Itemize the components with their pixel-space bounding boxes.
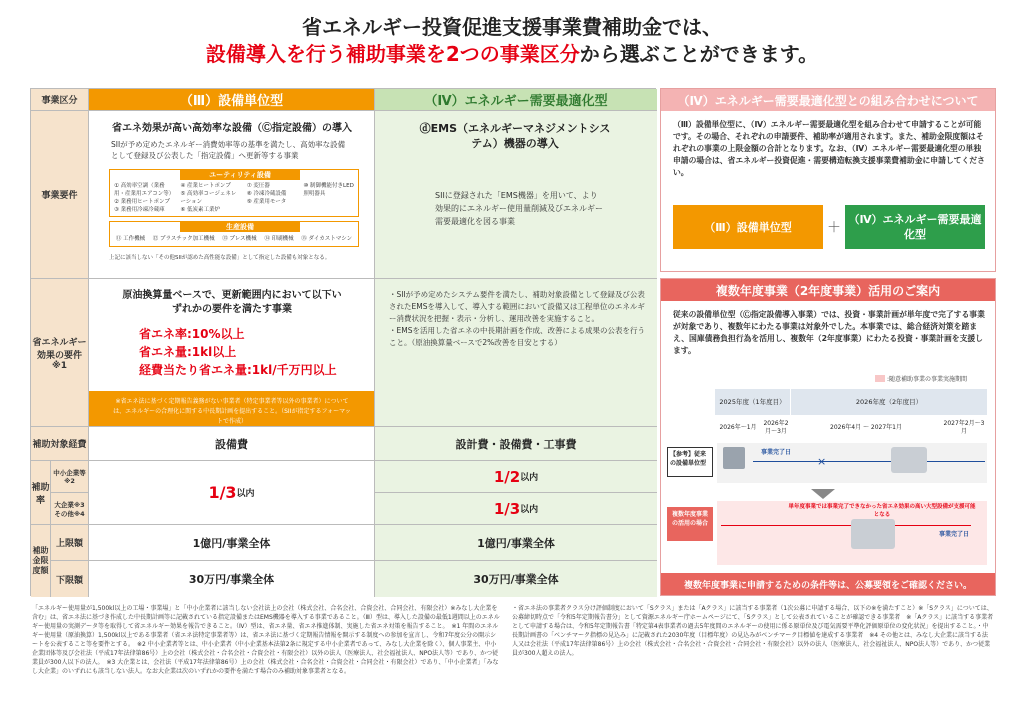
col3-rate-suffix: 以内: [236, 489, 255, 499]
col3-upper: 1億円/事業全体: [89, 525, 375, 561]
col4-effect: [375, 279, 657, 427]
title-rest: から選ぶことができます。: [579, 42, 819, 66]
col3-requirements: [89, 111, 375, 279]
multi-year-text: 従来の設備単位型（Ⓒ指定設備導入事業）では、投資・事業計画が単年度で完了する事業が対象であり、複数年にわたる事業は対象外でした。本事業では、総合経済対策を踏まえ、国庫債務負担行為を活用し、複数年（2年度事業）にわたる投資・事業計画を支援します。: [673, 310, 985, 355]
comparison-table: [30, 88, 656, 596]
col3-lower: 30万円/事業全体: [89, 561, 375, 597]
col4-rate-large: [375, 493, 657, 525]
multi-footer: 複数年度事業に申請するための条件等は、公募要領をご確認ください。: [661, 573, 995, 595]
ref-label: 【参考】従来の設備単位型: [667, 447, 713, 477]
title-line1: 省エネルギー投資促進支援事業費補助金では、: [302, 15, 722, 39]
col3-req-title: 省エネ効果が高い高効率な設備（Ⓒ指定設備）の導入: [112, 123, 352, 134]
fy-2025: 2025年度（1年度目）: [715, 389, 791, 415]
col3-header: （Ⅲ）設備単位型: [89, 89, 375, 111]
col4-rate-sme-suffix: 以内: [520, 473, 539, 483]
footnotes-right: ・省エネ法の事業者クラス分け評価制度において「Sクラス」または「Aクラス」に該当する事業者（1次公募に申請する場合、以下の※を満たすこと）※「Sクラス」については、公募締切時点で「令和5年定期報告書分」として資源エネルギー庁ホームページにて、「Sクラス」として公表されていることが確認できる事業者 ※「Aクラス」に該当する事業者として申請する場合は、令和5年定期報告書「特定第4表事業者の過去5年度間のエネルギーの使用に係る原単位及び電気需要平準化評価原単位の変化状況」を提出すること。・中長期計画書の「ベンチマーク指標の見込み」に記載された2030年度（目標年度）の見込みがベンチマーク目標値を達成する事業者 ※4 その他とは、みなし大企業に該当する法人又は会社法（平成17年法律第86号）上の会社（株式会社・合名会社・合資会社・合同会社・有限会社）以外の法人（医療法人、社会福祉法人、NPO法人等）であり、かつ従業員が300人超えの法人。: [512, 605, 994, 657]
title-line2: [0, 40, 1024, 68]
page-title: [0, 14, 1024, 68]
label-sme: 中小企業等※2: [51, 461, 89, 493]
col3-effect-title: 原油換算量ベースで、更新範囲内において以下いずれかの要件を満たす事業: [122, 290, 342, 315]
ref-done: 事業完了日: [761, 449, 792, 456]
fy-header: [715, 389, 987, 415]
label-lower: 下限額: [51, 561, 89, 597]
label-upper: 上限額: [51, 525, 89, 561]
multi-note: 単年度事業では事業完了できなかった省エネ効果の高い大型設備が支援可能となる: [788, 504, 976, 518]
combination-panel: [660, 88, 996, 272]
utility-list-c: ⑦ 変圧器 ⑧ 冷凍冷蔵設備 ⑨ 産業用モータ: [246, 183, 287, 205]
multi-line: [721, 525, 971, 526]
down-arrow-icon: [811, 489, 835, 499]
col4-rate-large-value: 1/3: [493, 499, 521, 518]
col4-requirements: [375, 111, 657, 279]
combination-header: （Ⅳ）エネルギー需要最適化型との組み合わせについて: [661, 89, 995, 111]
col3-effect-note: ※省エネ法に基づく定期報告義務がない事業者（特定事業者等以外の事業者）については、エネルギーの合理化に関する中長期計画を提出すること。（SIIが指定するフォーマットで作成）: [89, 391, 375, 427]
period-2: 2026年2月～3月: [763, 420, 789, 435]
col4-rate-sme-value: 1/2: [493, 467, 521, 486]
col4-effect-list: ・SIIが予め定めたシステム要件を満たし、補助対象設備として登録及び公表されたEMSを導入して、導入する範囲において設備又は工程単位のエネルギー消費状況を把握・表示・分析し、運用改善を実施すること。 ・EMSを活用した省エネの中長期計画を作成、改善による成果の公表を行うこと。（原油換算量ベースで2%改善を目安とする）: [389, 290, 645, 347]
label-requirements: 事業要件: [31, 111, 89, 279]
period-1: 2026年～1月: [719, 424, 757, 431]
equipment-icon: [723, 447, 745, 469]
col3-rate-value: 1/3: [208, 483, 237, 502]
col4-rate-sme: [375, 461, 657, 493]
multi-done: 事業完了日: [939, 531, 970, 538]
multi-equipment-icon: [851, 519, 895, 549]
label-large: 大企業※3 その他※4: [51, 493, 89, 525]
col4-upper: 1億円/事業全体: [375, 525, 657, 561]
label-category: 事業区分: [31, 89, 89, 111]
col4-expense: 設計費・設備費・工事費: [375, 427, 657, 461]
legend-swatch: [875, 375, 885, 382]
col3-req-note: 上記に該当しない「その他SIIが認めた高性能な設備」として指定した設備も対象となる。: [109, 255, 331, 261]
month-header: [715, 417, 987, 439]
multi-year-header: 複数年度事業（2年度事業）活用のご案内: [661, 279, 995, 301]
utility-list-b: ④ 産業ヒートポンプ ⑤ 高効率コージェネレーション ⑥ 低炭素工業炉: [180, 183, 237, 213]
period-4: 2027年2月～3月: [943, 420, 985, 435]
col4-req-desc: SIIに登録された「EMS機器」を用いて、より効果的にエネルギー使用量削減及びエネルギー需要最適化を図る事業: [435, 191, 603, 226]
col3-effect: [89, 279, 375, 427]
label-limit: 補助金限度額: [31, 525, 51, 597]
label-expense: 補助対象経費: [31, 427, 89, 461]
combo-box-type4: （Ⅳ）エネルギー需要最適化型: [845, 205, 985, 249]
col3-expense: 設備費: [89, 427, 375, 461]
fy-2026: 2026年度（2年度目）: [791, 389, 987, 415]
label-rate: 補助率: [31, 461, 51, 525]
col3-effect-list: 省エネ率:10%以上 省エネ量:1kl以上 経費当たり省エネ量:1kl/千万円以上: [139, 327, 337, 377]
multi-year-panel: [660, 278, 996, 596]
legend-text: :随意補助事業の事業実施期間: [887, 376, 968, 383]
utility-title: ユーティリティ設備: [180, 170, 300, 180]
col4-rate-large-suffix: 以内: [520, 505, 539, 515]
col4-lower: 30万円/事業全体: [375, 561, 657, 597]
title-highlight: 設備導入を行う補助事業を2つの事業区分: [205, 42, 580, 66]
combo-box-type3: （Ⅲ）設備単位型: [673, 205, 823, 249]
ref-timeline: [717, 443, 987, 483]
cross-icon: ×: [817, 455, 827, 468]
combination-text: （Ⅲ）設備単位型に、（Ⅳ）エネルギー需要最適化型を組み合わせて申請することが可能です。その場合、それぞれの申請要件、補助率が適用されます。また、補助金限度額はそれぞれの事業の上限金額の合計となります。なお、（Ⅳ）エネルギー需要最適化型の単独申請の場合は、省エネルギー投資促進・需要構造転換支援事業費補助金に申請してください。: [673, 120, 985, 177]
col3-rate: [89, 461, 375, 525]
col4-header: （Ⅳ）エネルギー需要最適化型: [375, 89, 657, 111]
col4-req-title: ⓓEMS（エネルギーマネジメントシステム）機器の導入: [419, 122, 611, 150]
utility-list-a: ① 高効率空調（業務用・産業用エアコン等） ② 業務用ヒートポンプ ③ 業務用冷凍冷蔵庫: [114, 183, 175, 213]
production-title: 生産設備: [180, 222, 300, 232]
utility-list-d: ⑩ 制御機能付きLED照明器具: [303, 183, 354, 197]
period-3: 2026年4月 ～ 2027年1月: [830, 424, 902, 431]
utility-box: [109, 169, 359, 217]
label-effect: 省エネルギー効果の要件※1: [31, 279, 89, 427]
production-box: [109, 221, 359, 247]
footnotes-left: 「エネルギー使用量が1,500kl以上の工場・事業場」と「中小企業者に該当しない会社法上の会社（株式会社、合名会社、合資会社、合同会社、有限会社）※みなし大企業を含む」は、省エネ法に基づき作成した中長期計画等に記載されている指定設備またはEMS機器を導入する事業であること。（Ⅲ）型は、導入した設備の最低1週間以上のエネルギー使用量の実測データ等を取得して省エネルギー効果を報告できること。（Ⅳ）型は、省エネ量、省エネ推進体制、実施した省エネ対策を報告すること。 ※1 年間のエネルギー使用量（原油換算）1,500kl以上である事業者（省エネ法特定事業者等）は、省エネ法に基づく定期報告情報を開示する制度への参加を宣言し、令和7年度公分の開示シートを公表すること等を要件とする。 ※2 中小企業者等とは、中小企業者（中小企業基本法第2条に規定する中小企業者であって、みなし大企業を除く）、個人事業主、中小企業団体等及び会社法（平成17年法律第86号）上の会社（株式会社・合名会社・合資会社・有限会社）以外の法人（医療法人、社会福祉法人、NPO法人等）であり、かつ従業員が300人以下の法人。 ※3 大企業とは、会社法（平成17年法律第86号）上の会社（株式会社・合名会社・合資会社・合同会社・有限会社）であり、「中小企業者」「みなし大企業」のいずれにも該当しない法人。なお大企業は次のいずれかの要件を満たす場合のみ補助対象事業者となる。: [32, 605, 500, 675]
col3-req-desc: SIIが予め定めたエネルギー消費効率等の基準を満たし、高効率な設備として登録及び公表した「指定設備」へ更新等する事業: [111, 140, 346, 160]
multi-label: 複数年度事業の活用の場合: [667, 507, 713, 541]
production-list: ⑪ 工作機械 ⑫ プラスチック加工機械 ⑬ プレス機械 ⑭ 印刷機械 ⑮ ダイカストマシン: [115, 236, 353, 242]
combo-plus: ＋: [827, 220, 841, 236]
ref-line: [753, 461, 985, 462]
large-equipment-icon: [891, 447, 927, 473]
